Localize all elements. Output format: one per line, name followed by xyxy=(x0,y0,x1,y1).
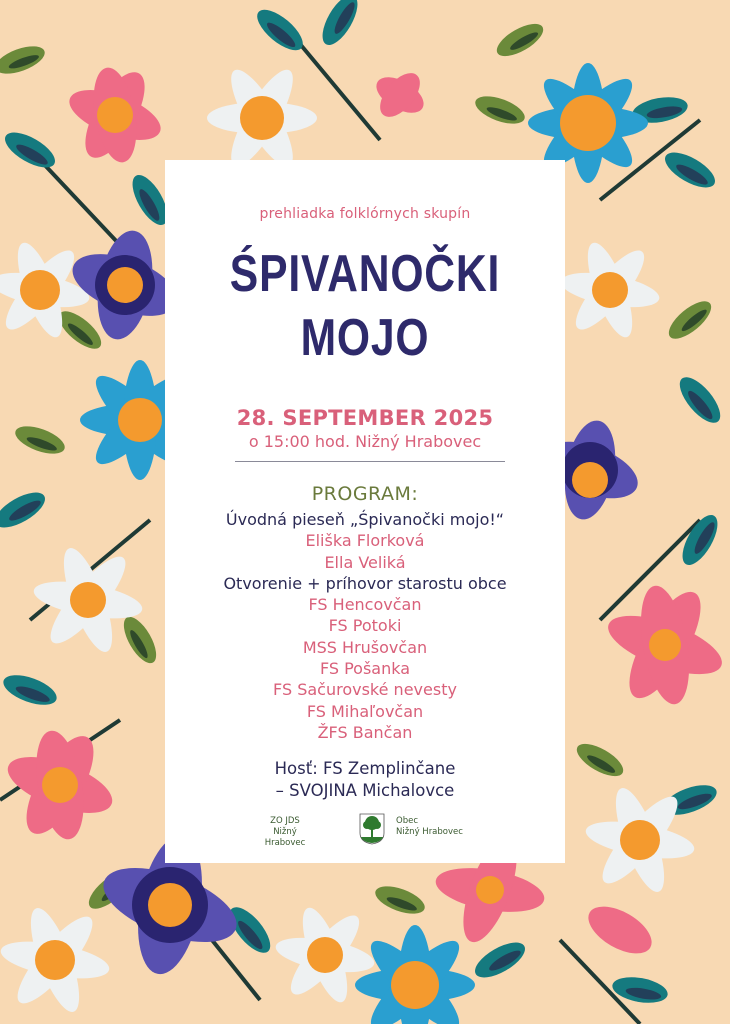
organizer-zo-jds xyxy=(255,816,315,849)
organizer-line: ZO JDS xyxy=(270,816,300,826)
organizers xyxy=(165,813,565,853)
program-heading: PROGRAM: xyxy=(311,483,419,505)
event-time-place: o 15:00 hod. Nižný Hrabovec xyxy=(248,432,482,451)
organizer-line: Nižný Hrabovec xyxy=(396,827,463,837)
event-subtitle: prehliadka folklórnych skupín xyxy=(259,206,471,222)
organizer-line: Obec xyxy=(396,816,418,826)
program-item: FS Pošanka xyxy=(319,659,411,679)
info-panel xyxy=(165,160,565,863)
program-item: FS Hencovčan xyxy=(308,595,422,615)
program-item: MSS Hrušovčan xyxy=(302,637,428,657)
program-item: Úvodná pieseň „Śpivanočki mojo!“ xyxy=(225,510,505,529)
organizer-line: Nižný Hrabovec xyxy=(264,827,306,848)
program-item: FS Potoki xyxy=(328,616,402,636)
event-title-line1: ŚPIVANOČKI xyxy=(229,245,501,303)
divider xyxy=(235,461,505,462)
program-item: Ella Veliká xyxy=(324,552,406,572)
organizer-obec xyxy=(396,816,463,838)
guest-line2: – SVOJINA Michalovce xyxy=(275,781,455,800)
guest-line1: Hosť: FS Zemplinčane xyxy=(274,759,456,778)
event-title-line2: MOJO xyxy=(300,309,430,367)
guest-block xyxy=(165,758,565,802)
program-item: FS Sačurovské nevesty xyxy=(273,680,457,700)
program-item: ŽFS Bančan xyxy=(317,722,413,742)
event-date: 28. SEPTEMBER 2025 xyxy=(236,406,494,430)
program-item: Eliška Florková xyxy=(305,531,425,551)
program-item: Otvorenie + príhovor starostu obce xyxy=(223,573,507,593)
village-crest-icon xyxy=(359,813,385,845)
program-list xyxy=(165,509,565,743)
program-item: FS Mihaľovčan xyxy=(306,701,424,721)
